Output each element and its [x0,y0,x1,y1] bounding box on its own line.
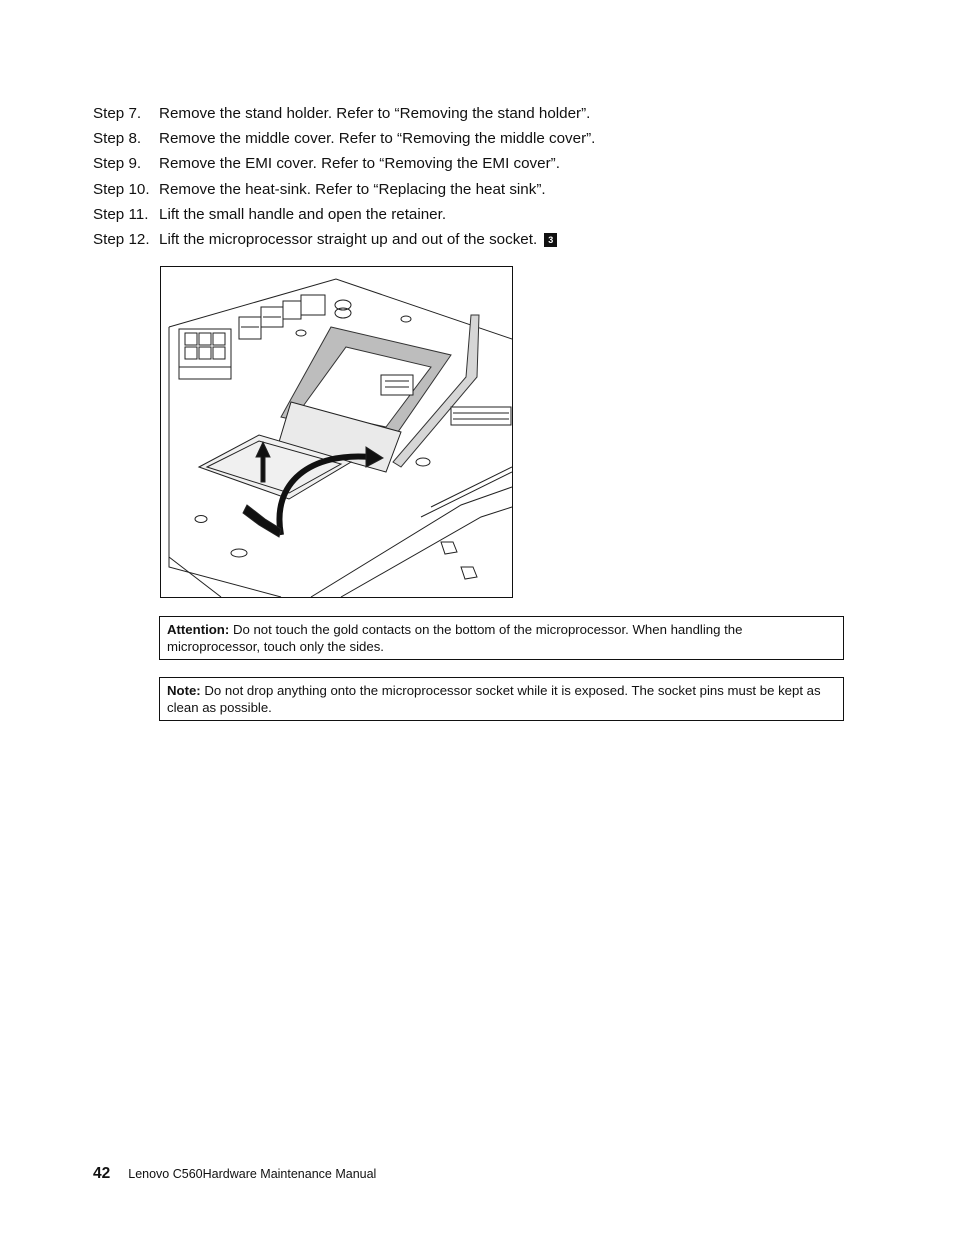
step-number: Step 12. [93,231,150,249]
step-item [93,101,853,126]
step-item [93,227,853,252]
step-text: Lift the microprocessor straight up and out of the socket. [159,231,538,249]
step-number: Step 11. [93,205,149,223]
callout-badge: 3 [544,233,557,247]
step-text: Remove the EMI cover. Refer to “Removing the EMI cover”. [159,155,560,173]
attention-text: Do not touch the gold contacts on the bottom of the microprocessor. When handling the microprocessor, touch only the sides. [167,622,743,654]
document-title: Lenovo C560Hardware Maintenance Manual [128,1167,377,1181]
step-number: Step 8. [93,130,142,148]
step-text: Remove the heat-sink. Refer to “Replacing the heat sink”. [159,180,546,198]
step-item [93,151,853,176]
note-box [159,677,844,721]
attention-label: Attention: [167,622,230,637]
note-label: Note: [167,683,201,698]
step-text: Lift the small handle and open the retainer. [159,205,447,223]
page-footer [93,1165,376,1183]
step-item [93,177,853,202]
step-number: Step 7. [93,105,142,123]
page-number: 42 [93,1165,111,1182]
step-item [93,126,853,151]
step-list [93,101,853,252]
step-item [93,202,853,227]
step-number: Step 10. [93,180,150,198]
motherboard-illustration-icon [161,267,512,597]
note-text: Do not drop anything onto the microprocessor socket while it is exposed. The socket pins must be kept as clean as possible. [167,683,821,715]
microprocessor-removal-figure [160,266,513,598]
attention-box [159,616,844,660]
step-text: Remove the stand holder. Refer to “Removing the stand holder”. [159,105,591,123]
step-text: Remove the middle cover. Refer to “Removing the middle cover”. [159,130,596,148]
step-number: Step 9. [93,155,142,173]
